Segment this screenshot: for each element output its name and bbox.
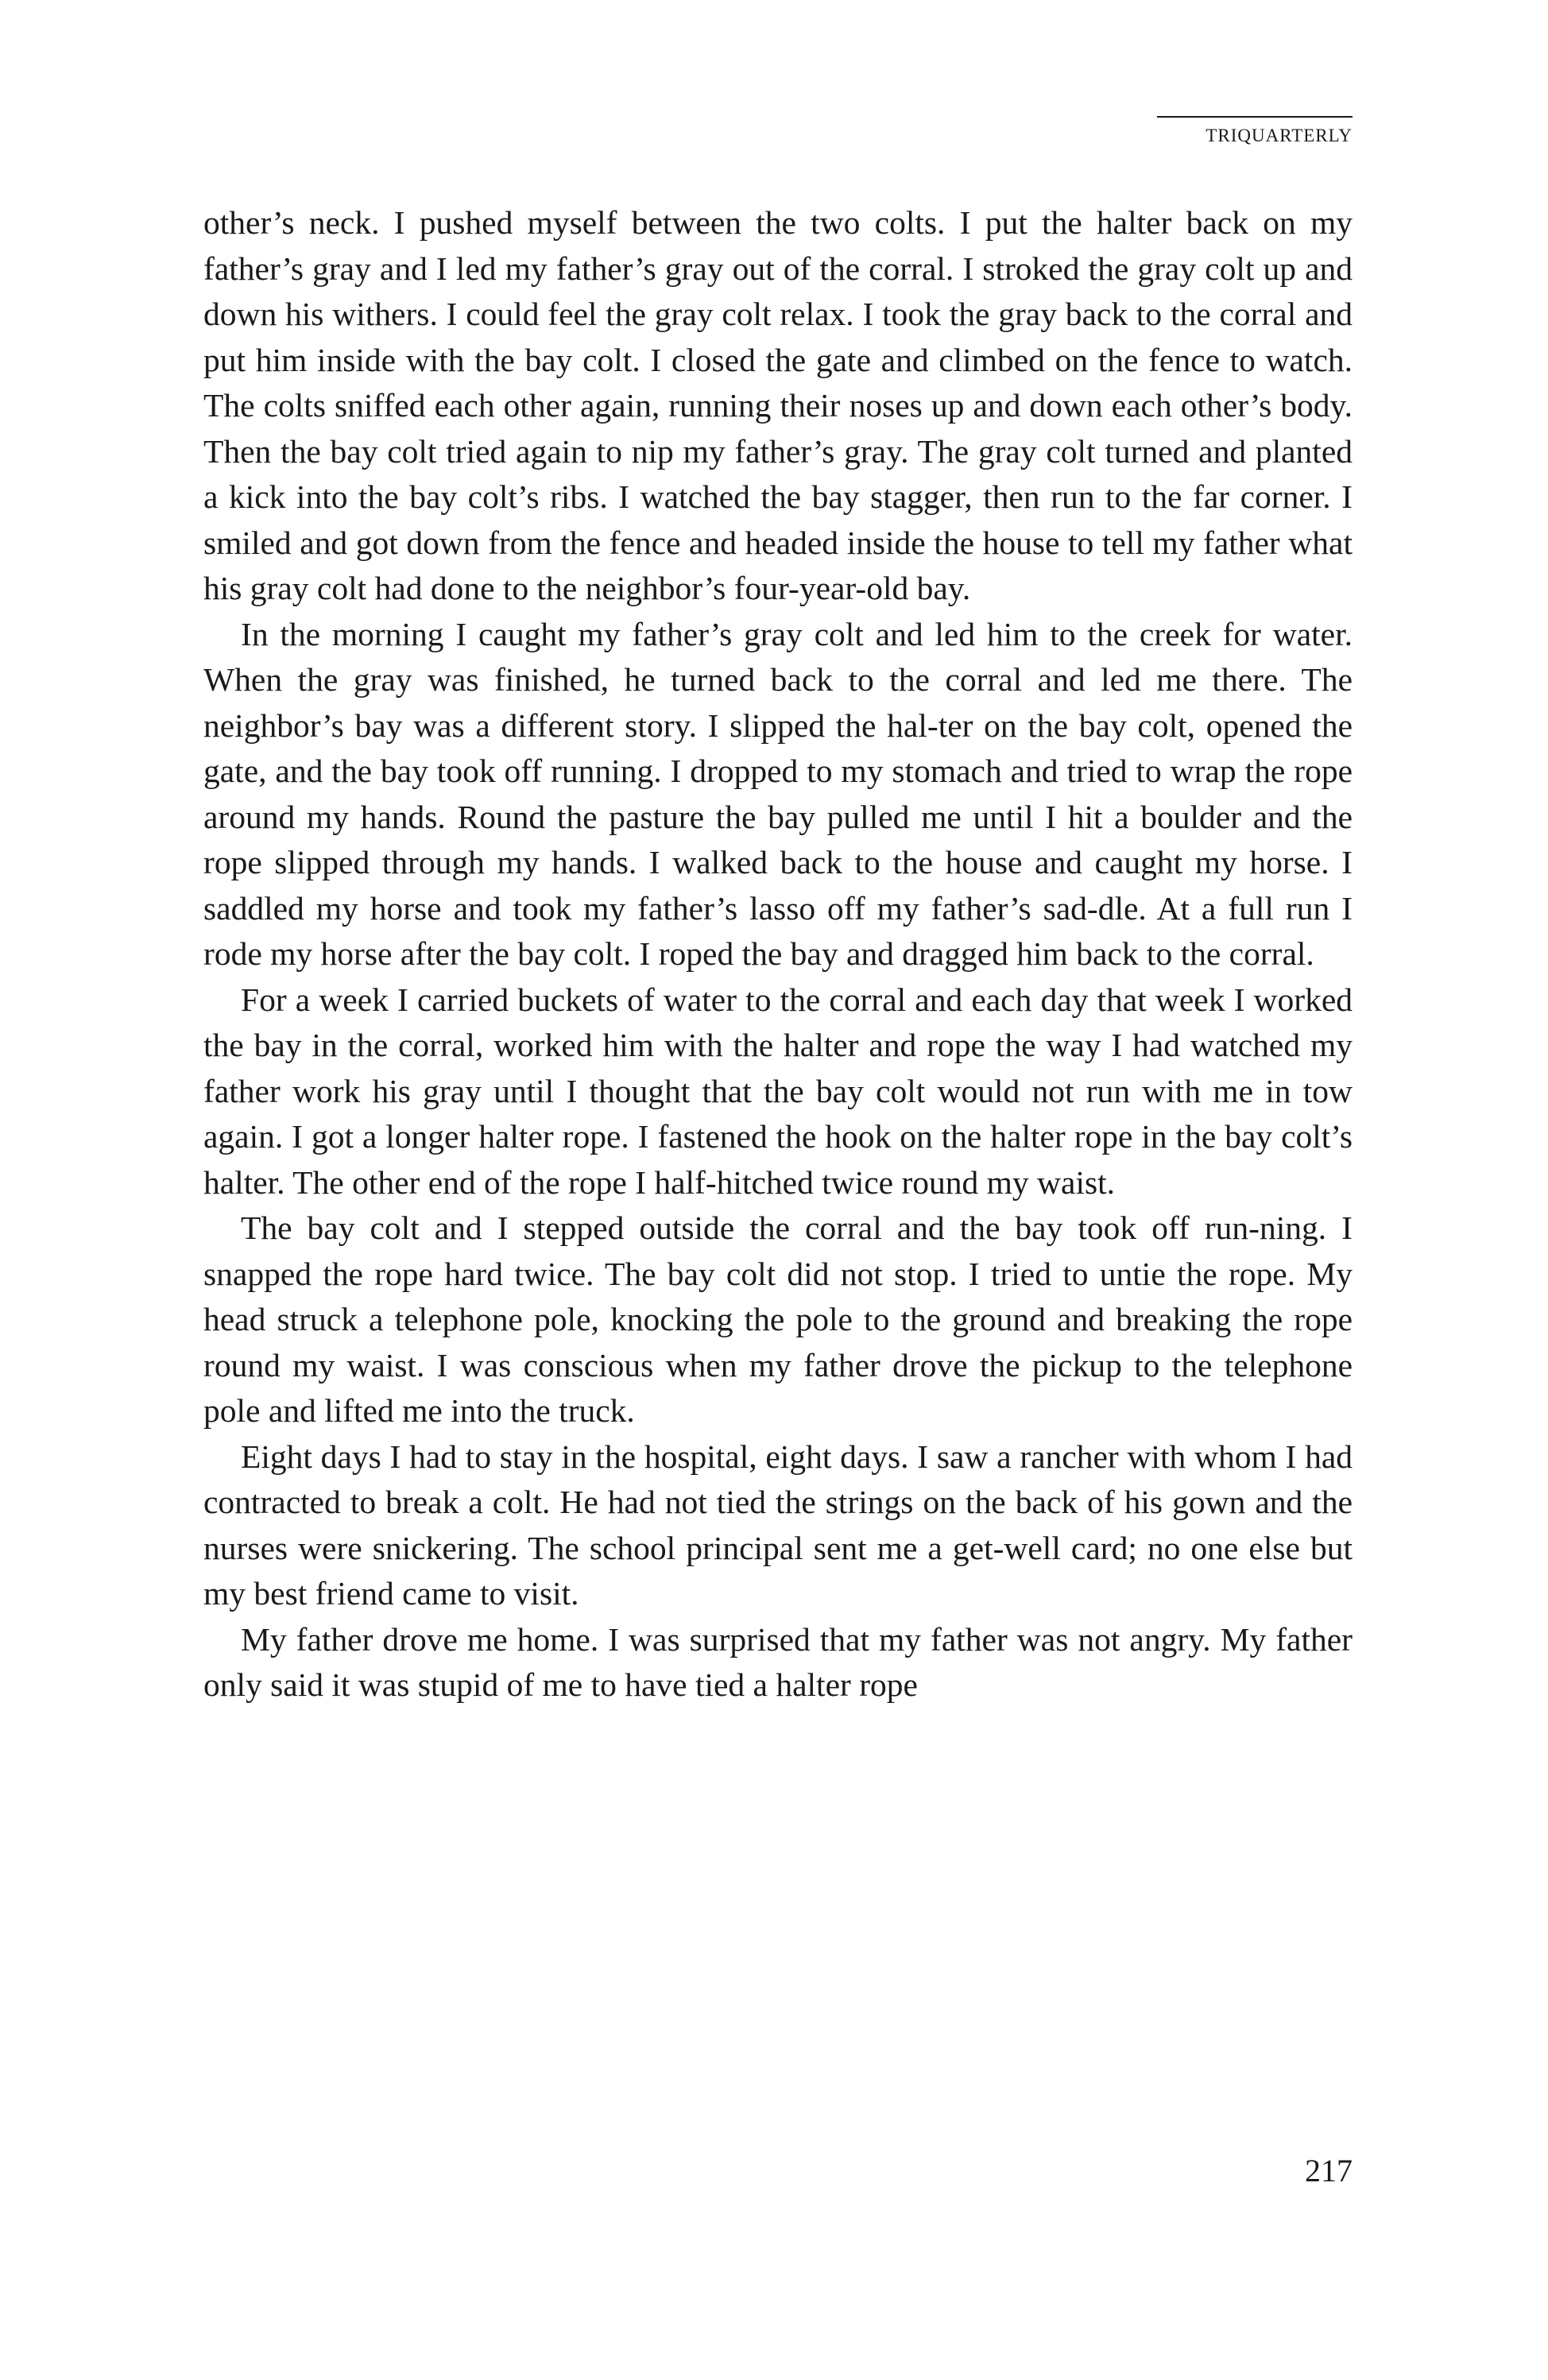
paragraph-1: other’s neck. I pushed myself between the two colts. I put the halter back on my father’s gray and I led my father’s gray out of the corral. I stroked the gray colt up and down his withers. I could feel the gray colt relax. I took the gray back to the corral and put him inside with the bay colt. I closed the gate and climbed on the fence to watch. The colts sniffed each other again, running their noses up and down each other’s body. Then the bay colt tried again to nip my father’s gray. The gray colt turned and planted a kick into the bay colt’s ribs. I watched the bay stagger, then run to the far corner. I smiled and got down from the fence and headed inside the house to tell my father what his gray colt had done to the neighbor’s four-year-old bay. <box>203 204 1353 606</box>
page-number: 217 <box>1305 2153 1353 2188</box>
paragraph-5: Eight days I had to stay in the hospital, eight days. I saw a rancher with whom I had contracted to break a colt. He had not tied the strings on the back of his gown and the nurses were snickering. The school principal sent me a get-well card; no one else but my best friend came to visit. <box>203 1438 1353 1612</box>
running-head: TRIQUARTERLY <box>1157 116 1353 146</box>
body-text <box>203 200 1353 1709</box>
paragraph-6: My father drove me home. I was surprised that my father was not angry. My father only said it was stupid of me to have tied a halter rope <box>203 1620 1353 1703</box>
paragraph-3: For a week I carried buckets of water to the corral and each day that week I worked the bay in the corral, worked him with the halter and rope the way I had watched my father work his gray until I thought that the bay colt would not run with me in tow again. I got a longer halter rope. I fastened the hook on the halter rope in the bay colt’s halter. The other end of the rope I half-hitched twice round my waist. <box>203 981 1353 1201</box>
paragraph-2: In the morning I caught my father’s gray colt and led him to the creek for water. When the gray was finished, he turned back to the corral and led me there. The neighbor’s bay was a different story. I slipped the hal-ter on the bay colt, opened the gate, and the bay took off running. I dropped to my stomach and tried to wrap the rope around my hands. Round the pasture the bay pulled me until I hit a boulder and the rope slipped through my hands. I walked back to the house and caught my horse. I saddled my horse and took my father’s lasso off my father’s sad-dle. At a full run I rode my horse after the bay colt. I roped the bay and dragged him back to the corral. <box>203 615 1353 972</box>
paragraph-4: The bay colt and I stepped outside the corral and the bay took off run-ning. I snapped the rope hard twice. The bay colt did not stop. I tried to untie the rope. My head struck a telephone pole, knocking the pole to the ground and breaking the rope round my waist. I was conscious when my father drove the pickup to the telephone pole and lifted me into the truck. <box>203 1209 1353 1429</box>
